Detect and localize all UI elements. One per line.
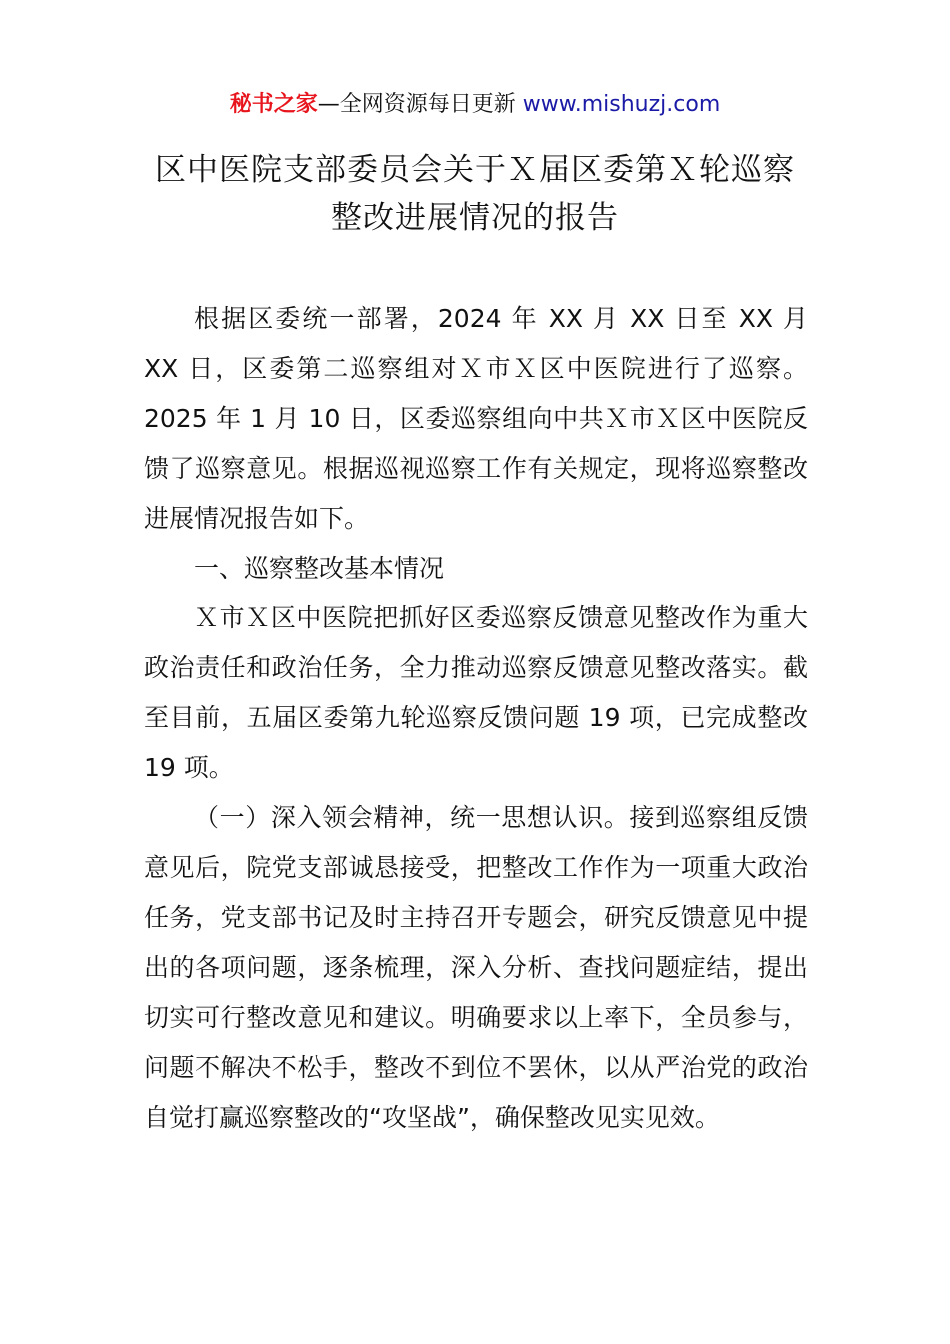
paragraph-intro: 根据区委统一部署，2024 年 XX 月 XX 日至 XX 月 XX 日，区委第二巡察组对Ｘ市Ｘ区中医院进行了巡察。2025 年 1 月 10 日，区委巡察组向中共Ｘ市Ｘ区中医院反馈了巡察意见。根据巡视巡察工作有关规定，现将巡察整改进展情况报告如下。: [144, 304, 808, 533]
brand-name: 秘书之家: [229, 92, 318, 117]
document-body: [144, 294, 808, 1142]
document-title: [100, 146, 850, 242]
header-tagline: —全网资源每日更新: [317, 92, 523, 117]
site-header: [0, 88, 950, 122]
paragraph-subsection-1: （一）深入领会精神，统一思想认识。接到巡察组反馈意见后，院党支部诚恳接受，把整改工作作为一项重大政治任务，党支部书记及时主持召开专题会，研究反馈意见中提出的各项问题，逐条梳理，深入分析、查找问题症结，提出切实可行整改意见和建议。明确要求以上率下，全员参与，问题不解决不松手，整改不到位不罢休，以从严治党的政治自觉打赢巡察整改的“攻坚战”，确保整改见实见效。: [144, 803, 808, 1132]
title-line-2: 整改进展情况的报告: [331, 200, 619, 236]
section-heading-1: 一、巡察整改基本情况: [194, 553, 445, 583]
site-url[interactable]: www.mishuzj.com: [522, 92, 721, 117]
title-line-1: 区中医院支部委员会关于Ｘ届区委第Ｘ轮巡察: [155, 152, 795, 188]
paragraph-overview: Ｘ市Ｘ区中医院把抓好区委巡察反馈意见整改作为重大政治责任和政治任务，全力推动巡察反馈意见整改落实。截至目前，五届区委第九轮巡察反馈问题 19 项，已完成整改 19 项。: [144, 603, 808, 783]
